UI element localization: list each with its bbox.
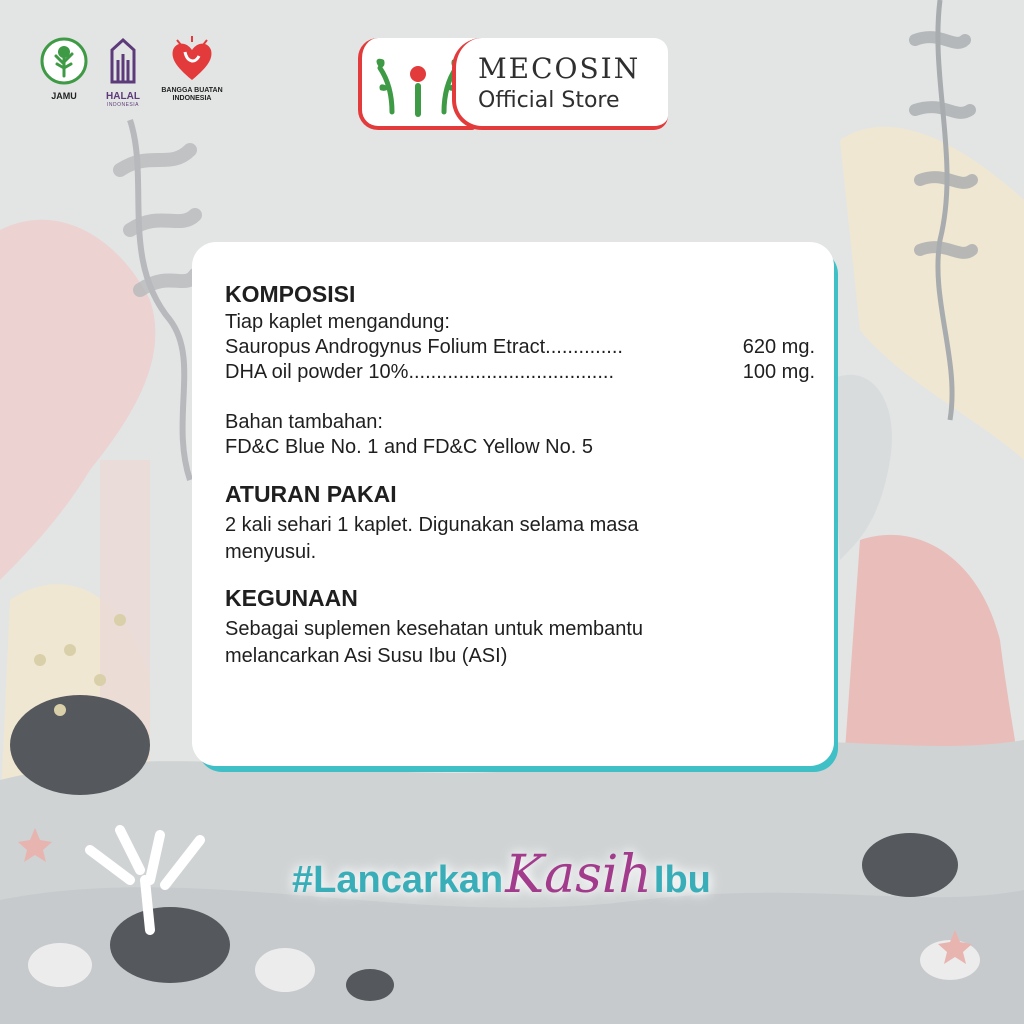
card-content	[225, 280, 815, 670]
spacer	[623, 335, 743, 360]
bbi-label-line1: BANGGA BUATAN	[161, 87, 223, 94]
benefit-line1: Sebagai suplemen kesehatan untuk membantu	[225, 618, 644, 640]
bbi-label-line2: INDONESIA	[172, 95, 212, 102]
composition-title: KOMPOSISI	[225, 281, 356, 307]
usage-title: ATURAN PAKAI	[225, 481, 397, 507]
halal-label: HALAL	[106, 91, 140, 102]
spacer	[225, 385, 815, 410]
ingredient-amount: 620 mg.	[742, 336, 815, 358]
product-info-card	[192, 242, 834, 766]
jamu-label: JAMU	[51, 91, 77, 101]
spacer	[614, 360, 743, 385]
additives-text: FD&C Blue No. 1 and FD&C Yellow No. 5	[225, 436, 593, 458]
jamu-tree-icon	[39, 36, 89, 86]
logo-text-panel	[452, 38, 668, 130]
mecosin-logo	[358, 38, 668, 130]
store-label: Official Store	[478, 88, 620, 113]
hashtag-part3: Ibu	[653, 859, 711, 901]
hashtag-part1: #Lancarkan	[292, 859, 504, 901]
bangga-buatan-indonesia-badge	[156, 36, 228, 103]
composition-item	[225, 335, 815, 360]
heart-logo-icon	[167, 36, 217, 82]
halal-sublabel: INDONESIA	[106, 102, 139, 108]
usage-line2: menyusui.	[225, 541, 317, 563]
campaign-hashtag	[292, 845, 732, 925]
ingredient-name: Sauropus Androgynus Folium Etract	[225, 336, 546, 358]
benefit-title: KEGUNAAN	[225, 585, 358, 611]
usage-line1: 2 kali sehari 1 kaplet. Digunakan selama masa	[225, 514, 639, 536]
halal-logo-icon	[106, 36, 140, 86]
spacer	[225, 566, 815, 584]
jamu-badge	[36, 36, 92, 101]
ingredient-dots: .....................................	[408, 361, 615, 383]
brand-name: MECOSIN	[478, 52, 641, 85]
ingredient-amount: 100 mg.	[742, 361, 815, 383]
certification-badges	[36, 36, 226, 116]
composition-item	[225, 360, 815, 385]
composition-intro: Tiap kaplet mengandung:	[225, 311, 450, 333]
ingredient-name: DHA oil powder 10%	[225, 361, 409, 383]
spacer	[225, 460, 815, 478]
additives-title: Bahan tambahan:	[225, 411, 383, 433]
benefit-line2: melancarkan Asi Susu Ibu (ASI)	[225, 645, 508, 667]
ingredient-dots: ..............	[545, 336, 623, 358]
halal-badge	[100, 36, 146, 108]
hashtag-part2: Kasih	[505, 845, 652, 905]
